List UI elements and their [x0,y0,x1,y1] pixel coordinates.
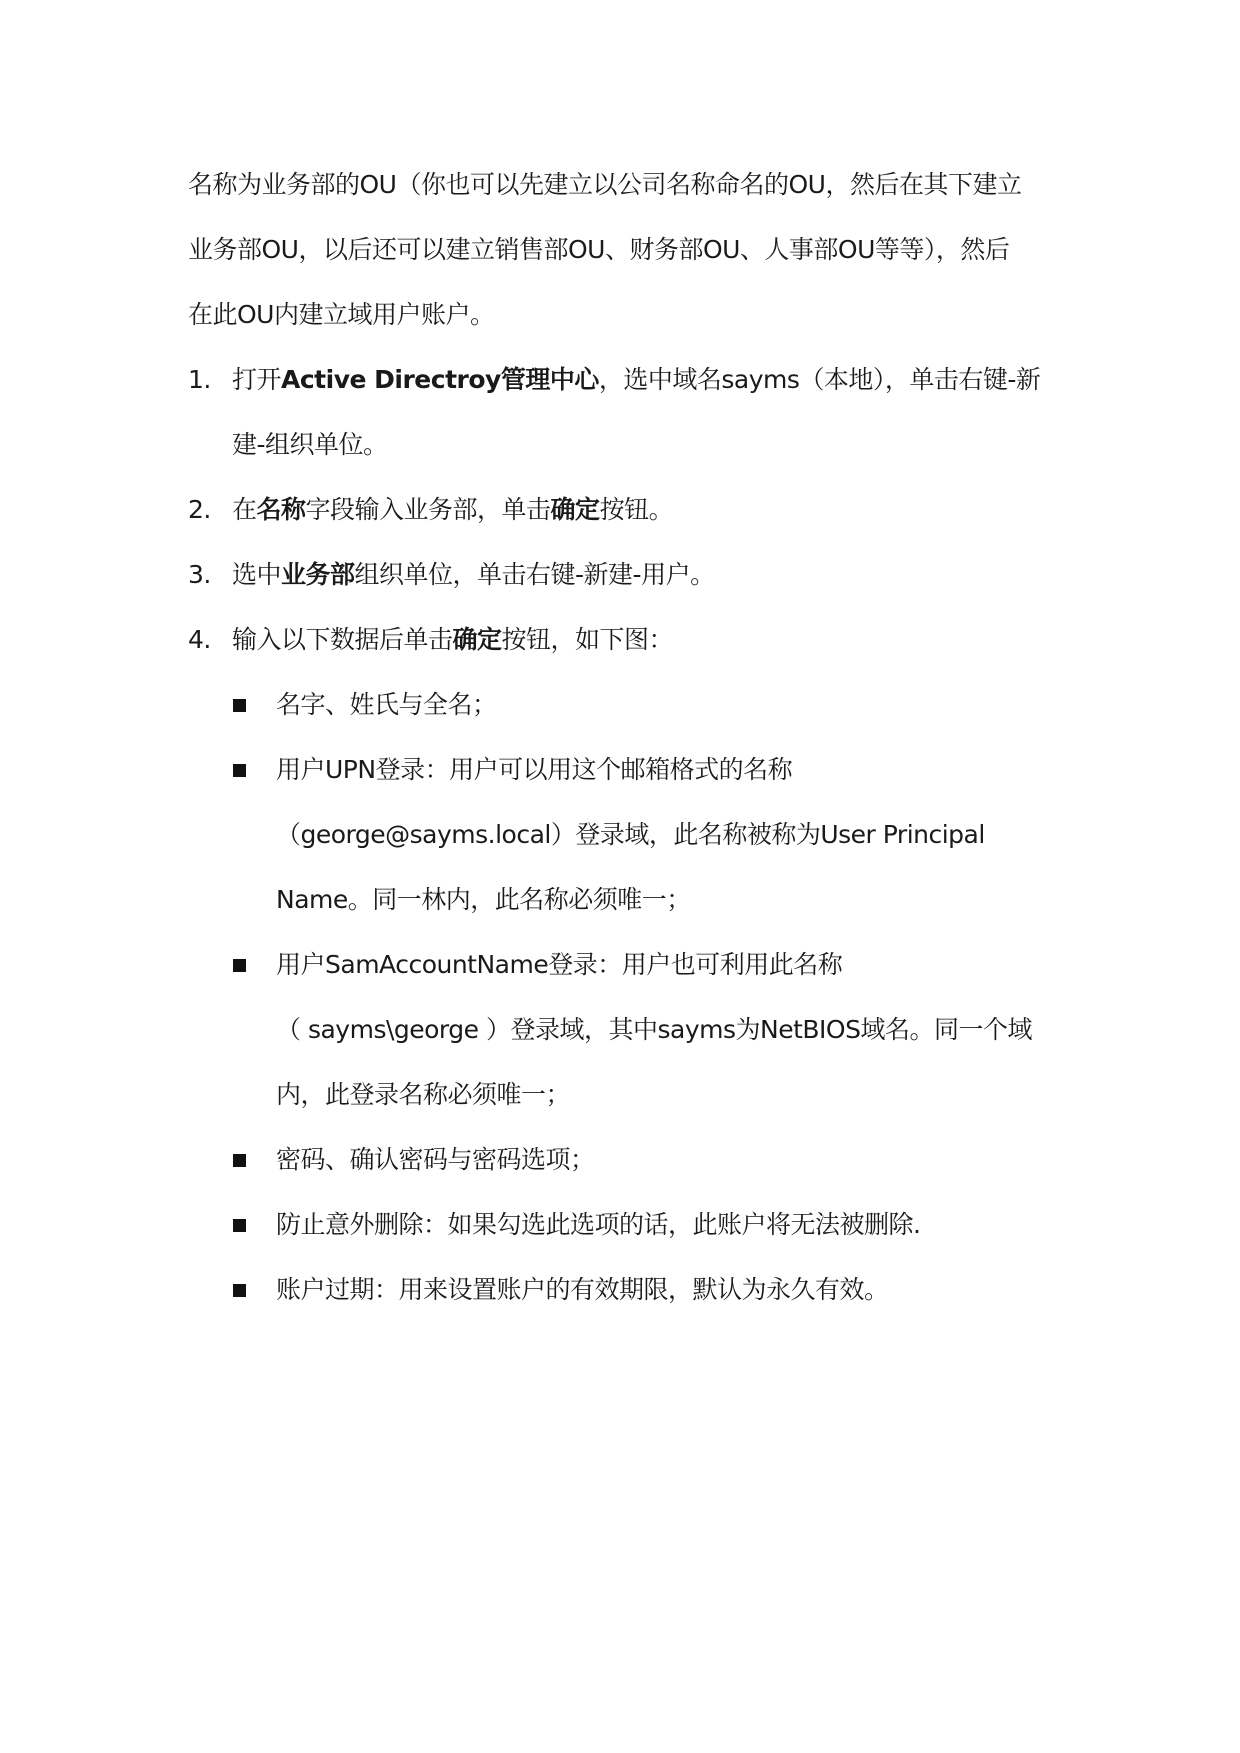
step-text: 按钮。 [599,495,674,524]
bullet-item [188,1257,1058,1322]
step-emphasis: Active Directroy管理中心 [281,365,599,394]
step-text-line [232,347,1058,412]
intro-paragraph [188,152,1058,347]
square-bullet-icon [233,764,246,777]
square-bullet-icon [233,1219,246,1232]
bullet-text-line: 用户SamAccountName登录：用户也可利用此名称 [276,950,843,979]
step-number: 1. [188,365,211,394]
step-emphasis: 确定 [452,625,502,654]
step-emphasis: 确定 [550,495,600,524]
step-text-line [232,607,1058,672]
step-emphasis: 业务部 [281,560,355,589]
bullet-text-line: 防止意外删除：如果勾选此选项的话，此账户将无法被删除. [276,1210,921,1239]
bullet-text-line: （ sayms\george ）登录域，其中sayms为NetBIOS域名。同一个域 [276,1015,1032,1044]
step-2 [188,477,1058,542]
step-number: 4. [188,625,211,654]
step-text-line: 建-组织单位。 [232,430,388,459]
bullet-item [188,1127,1058,1192]
step-text: 打开 [232,365,282,394]
step-text: 组织单位，单击右键-新建-用户。 [354,560,715,589]
square-bullet-icon [233,699,246,712]
bullet-item [188,932,1058,1127]
step-4 [188,607,1058,672]
bullet-text-line: 密码、确认密码与密码选项； [276,1145,595,1174]
bullet-item [188,737,1058,932]
step-text: 选中 [232,560,282,589]
step-emphasis: 名称 [256,495,306,524]
document-body [188,152,1058,1322]
square-bullet-icon [233,1284,246,1297]
step-text: 输入以下数据后单击 [232,625,453,654]
intro-line: 业务部OU，以后还可以建立销售部OU、财务部OU、人事部OU等等），然后 [188,235,1010,264]
bullet-text-line: Name。同一林内，此名称必须唯一； [276,885,691,914]
intro-line: 名称为业务部的OU（你也可以先建立以公司名称命名的OU，然后在其下建立 [188,170,1022,199]
bullet-text-line: 账户过期：用来设置账户的有效期限，默认为永久有效。 [276,1275,889,1304]
bullet-item [188,672,1058,737]
square-bullet-icon [233,959,246,972]
step-text: 在 [232,495,257,524]
bullet-item [188,1192,1058,1257]
bullet-text-line: 用户UPN登录：用户可以用这个邮箱格式的名称 [276,755,793,784]
step-1 [188,347,1058,477]
step-text: ，选中域名sayms（本地），单击右键-新 [598,365,1041,394]
square-bullet-icon [233,1154,246,1167]
step-3 [188,542,1058,607]
step-number: 2. [188,495,211,524]
step-text-line [232,477,1058,542]
step-text-line [232,542,1058,607]
step-text: 按钮，如下图： [501,625,674,654]
bullet-text-line: （george@sayms.local）登录域，此名称被称为User Principal [276,820,985,849]
step-text: 字段输入业务部，单击 [305,495,551,524]
bullet-text-line: 名字、姓氏与全名； [276,690,497,719]
step-number: 3. [188,560,211,589]
bullet-text-line: 内，此登录名称必须唯一； [276,1080,571,1109]
intro-line: 在此OU内建立域用户账户。 [188,300,495,329]
